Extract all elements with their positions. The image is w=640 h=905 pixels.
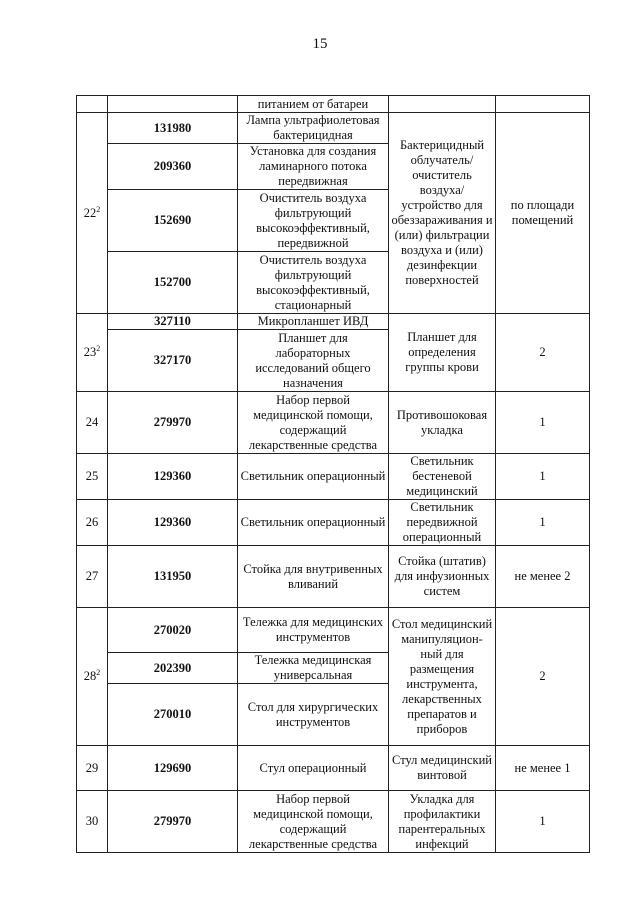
name-cell: Набор первой медицинской помощи, содержащий лекарственные средства bbox=[238, 392, 389, 454]
quantity-cell bbox=[496, 96, 590, 113]
row-number-cell: 26 bbox=[77, 500, 108, 546]
purpose-cell: Светильник передвижной операционный bbox=[389, 500, 496, 546]
row-number-cell: 24 bbox=[77, 392, 108, 454]
name-cell: Очиститель воздуха фильтрующий высокоэффективный, стационарный bbox=[238, 252, 389, 314]
name-cell: питанием от батареи bbox=[238, 96, 389, 113]
quantity-cell: 1 bbox=[496, 454, 590, 500]
quantity-cell: 2 bbox=[496, 314, 590, 392]
quantity-cell: не менее 2 bbox=[496, 546, 590, 608]
table-row bbox=[77, 392, 590, 454]
table-row bbox=[77, 791, 590, 853]
code-cell: 327170 bbox=[108, 330, 238, 392]
quantity-cell: 1 bbox=[496, 392, 590, 454]
name-cell: Стойка для внутривенных вливаний bbox=[238, 546, 389, 608]
table-row bbox=[77, 454, 590, 500]
page-number: 15 bbox=[312, 36, 328, 52]
code-cell: 270010 bbox=[108, 684, 238, 746]
table-row bbox=[77, 608, 590, 653]
quantity-cell: 1 bbox=[496, 500, 590, 546]
code-cell: 152700 bbox=[108, 252, 238, 314]
row-number-cell: 25 bbox=[77, 454, 108, 500]
purpose-cell: Планшет для определения группы крови bbox=[389, 314, 496, 392]
name-cell: Очиститель воздуха фильтрующий высокоэффективный, передвижной bbox=[238, 190, 389, 252]
code-cell: 129360 bbox=[108, 454, 238, 500]
quantity-cell: 2 bbox=[496, 608, 590, 746]
purpose-cell: Противошоковая укладка bbox=[389, 392, 496, 454]
quantity-cell: по площади помещений bbox=[496, 113, 590, 314]
quantity-cell: не менее 1 bbox=[496, 746, 590, 791]
code-cell: 279970 bbox=[108, 392, 238, 454]
code-cell: 279970 bbox=[108, 791, 238, 853]
table-row bbox=[77, 314, 590, 330]
name-cell: Стол для хирургических инструментов bbox=[238, 684, 389, 746]
name-cell: Тележка для медицинских инструментов bbox=[238, 608, 389, 653]
purpose-cell: Стойка (штатив) для инфузионных систем bbox=[389, 546, 496, 608]
equipment-table bbox=[76, 95, 590, 853]
code-cell: 152690 bbox=[108, 190, 238, 252]
purpose-cell: Стул медицинский винтовой bbox=[389, 746, 496, 791]
table-row bbox=[77, 746, 590, 791]
code-cell: 270020 bbox=[108, 608, 238, 653]
purpose-cell: Светильник бестеневой медицинский bbox=[389, 454, 496, 500]
quantity-cell: 1 bbox=[496, 791, 590, 853]
row-number-cell: $22^2$ bbox=[77, 113, 108, 314]
name-cell: Лампа ультрафиолетовая бактерицидная bbox=[238, 113, 389, 144]
table-row bbox=[77, 113, 590, 144]
code-cell: 131980 bbox=[108, 113, 238, 144]
code-cell bbox=[108, 96, 238, 113]
purpose-cell bbox=[389, 96, 496, 113]
name-cell: Светильник операционный bbox=[238, 454, 389, 500]
table-row bbox=[77, 546, 590, 608]
row-number-cell bbox=[77, 96, 108, 113]
name-cell: Микропланшет ИВД bbox=[238, 314, 389, 330]
name-cell: Набор первой медицинской помощи, содержащий лекарственные средства bbox=[238, 791, 389, 853]
name-cell: Планшет для лабораторных исследований общего назначения bbox=[238, 330, 389, 392]
row-number-cell: 30 bbox=[77, 791, 108, 853]
table-row bbox=[77, 500, 590, 546]
name-cell: Стул операционный bbox=[238, 746, 389, 791]
code-cell: 327110 bbox=[108, 314, 238, 330]
row-number-cell: $23^2$ bbox=[77, 314, 108, 392]
code-cell: 131950 bbox=[108, 546, 238, 608]
row-number-cell: 29 bbox=[77, 746, 108, 791]
name-cell: Тележка медицинская универсальная bbox=[238, 653, 389, 684]
purpose-cell: Укладка для профилактики парентеральных инфекций bbox=[389, 791, 496, 853]
code-cell: 202390 bbox=[108, 653, 238, 684]
code-cell: 209360 bbox=[108, 144, 238, 190]
purpose-cell: Стол медицинский манипуляцион-ный для размещения инструмента, лекарственных препаратов и приборов bbox=[389, 608, 496, 746]
name-cell: Светильник операционный bbox=[238, 500, 389, 546]
table-row bbox=[77, 96, 590, 113]
code-cell: 129690 bbox=[108, 746, 238, 791]
name-cell: Установка для создания ламинарного потока передвижная bbox=[238, 144, 389, 190]
row-number-cell: $28^2$ bbox=[77, 608, 108, 746]
row-number-cell: 27 bbox=[77, 546, 108, 608]
purpose-cell: Бактерицидный облучатель/ очиститель воздуха/ устройство для обеззараживания и (или) фильтрации воздуха и (или) дезинфекции поверхностей bbox=[389, 113, 496, 314]
code-cell: 129360 bbox=[108, 500, 238, 546]
